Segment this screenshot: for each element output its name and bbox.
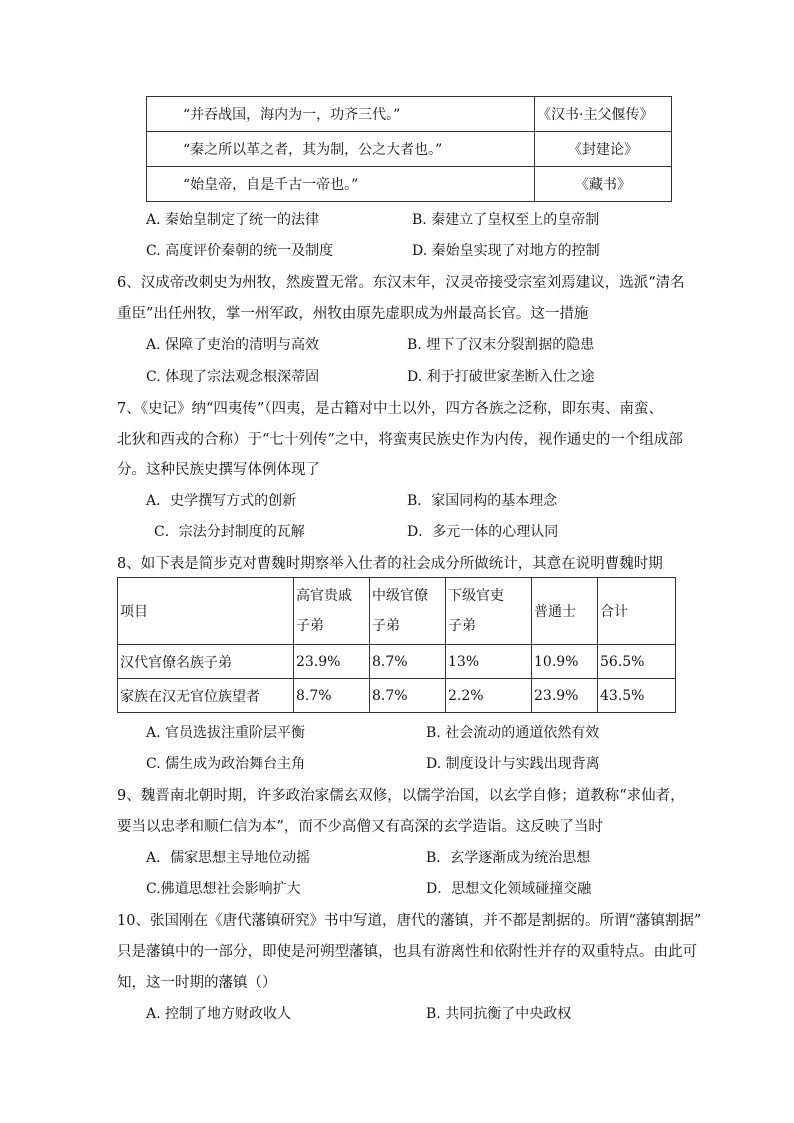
q8-option-b[interactable]: B. 社会流动的通道依然有效 (426, 725, 600, 741)
table-cell: 8.7% (370, 679, 446, 713)
q9-option-c[interactable]: C.佛道思想社会影响扩大 (146, 881, 301, 897)
q5-option-b[interactable]: B. 秦建立了皇权至上的皇帝制 (412, 212, 600, 228)
table-cell: 23.9% (294, 645, 370, 679)
table-cell: 56.5% (598, 645, 676, 679)
table-cell: 8.7% (294, 679, 370, 713)
q7-option-c[interactable]: C．宗法分封制度的瓦解 (154, 524, 305, 540)
header-cell: 项目 (118, 578, 294, 645)
q7-option-d[interactable]: D．多元一体的心理认同 (407, 524, 559, 540)
q8-stem-line: 8、如下表是简步克对曹魏时期察举入仕者的社会成分所做统计，其意在说明曹魏时期 (117, 556, 663, 572)
header-cell: 合计 (598, 578, 676, 645)
q9-option-a[interactable]: A．儒家思想主导地位动摇 (146, 850, 311, 866)
table-cell: 43.5% (598, 679, 676, 713)
quote-text: “并吞战国，海内为一，功齐三代。” (147, 97, 535, 132)
q6-option-c[interactable]: C. 体现了宗法观念根深蒂固 (146, 369, 320, 385)
table-row (118, 679, 676, 713)
q9-stem-line: 9、魏晋南北朝时期，许多政治家儒玄双修，以儒学治国，以玄学自修；道教称“求仙者， (117, 788, 685, 804)
q8-option-c[interactable]: C. 儒生成为政治舞台主角 (146, 756, 306, 772)
q9-option-d[interactable]: D．思想文化领域碰撞交融 (426, 881, 592, 897)
quote-row (147, 132, 672, 167)
quote-source: 《藏书》 (535, 167, 672, 202)
q6-stem-line: 重臣”出任州牧，掌一州军政，州牧由原先虚职成为州最高长官。这一措施 (117, 306, 589, 322)
q9-stem-line: 要当以忠孝和顺仁信为本”，而不少高僧又有高深的玄学造诣。这反映了当时 (117, 819, 603, 835)
table-cell: 23.9% (532, 679, 598, 713)
quote-row (147, 97, 672, 132)
q10-stem-line: 知，这一时期的藩镇（） (117, 975, 277, 991)
quote-source: 《封建论》 (535, 132, 672, 167)
q9-option-b[interactable]: B．玄学逐渐成为统治思想 (426, 850, 591, 866)
q10-stem-line: 10、张国刚在《唐代藩镇研究》书中写道，唐代的藩镇，并不都是割据的。所谓“藩镇割据” (117, 913, 702, 929)
table-cell: 家族在汉无官位族望者 (118, 679, 294, 713)
q8-option-d[interactable]: D. 制度设计与实践出现背离 (426, 756, 600, 772)
table-cell: 10.9% (532, 645, 598, 679)
q7-stem-line: 北狄和西戎的合称）于“七十列传”之中，将蛮夷民族史作为内传，视作通史的一个组成部 (117, 432, 683, 448)
q5-option-a[interactable]: A. 秦始皇制定了统一的法律 (146, 212, 320, 228)
q5-option-c[interactable]: C. 高度评价秦朝的统一及制度 (146, 243, 334, 259)
quote-row (147, 167, 672, 202)
table-cell: 汉代官僚名族子弟 (118, 645, 294, 679)
stat-table (117, 577, 676, 713)
q6-stem-line: 6、汉成帝改刺史为州牧，然废置无常。东汉末年，汉灵帝接受宗室刘焉建议，选派“清名 (117, 275, 685, 291)
q8-option-a[interactable]: A. 官员选拔注重阶层平衡 (146, 725, 306, 741)
q6-option-a[interactable]: A. 保障了吏治的清明与高效 (146, 337, 320, 353)
q10-option-b[interactable]: B. 共同抗衡了中央政权 (426, 1006, 572, 1022)
q6-option-b[interactable]: B. 埋下了汉末分裂割据的隐患 (407, 337, 595, 353)
table-cell: 13% (446, 645, 532, 679)
header-cell: 高官贵戚 子弟 (294, 578, 370, 645)
quote-source: 《汉书·主父偃传》 (535, 97, 672, 132)
header-cell: 下级官吏 子弟 (446, 578, 532, 645)
table-cell: 8.7% (370, 645, 446, 679)
q5-option-d[interactable]: D. 秦始皇实现了对地方的控制 (412, 243, 600, 259)
header-cell: 中级官僚 子弟 (370, 578, 446, 645)
q7-stem-line: 分。这种民族史撰写体例体现了 (117, 462, 320, 478)
q7-stem-line: 7、《史记》纳“四夷传”（四夷，是古籍对中土以外，四方各族之泛称，即东夷、南蛮、 (117, 401, 664, 417)
quote-text: “始皇帝，自是千古一帝也。” (147, 167, 535, 202)
q10-option-a[interactable]: A. 控制了地方财政收人 (146, 1006, 292, 1022)
q7-option-b[interactable]: B．家国同构的基本理念 (407, 493, 558, 509)
header-cell: 普通士 (532, 578, 598, 645)
quote-table (146, 96, 672, 202)
q6-option-d[interactable]: D. 利于打破世家垄断入仕之途 (407, 369, 595, 385)
table-cell: 2.2% (446, 679, 532, 713)
table-row (118, 645, 676, 679)
q10-stem-line: 只是藩镇中的一部分，即使是河朔型藩镇，也具有游离性和依附性并存的双重特点。由此可 (117, 944, 697, 960)
stat-table-header (118, 578, 676, 645)
quote-text: “秦之所以革之者，其为制，公之大者也。” (147, 132, 535, 167)
q7-option-a[interactable]: A．史学撰写方式的创新 (146, 493, 297, 509)
